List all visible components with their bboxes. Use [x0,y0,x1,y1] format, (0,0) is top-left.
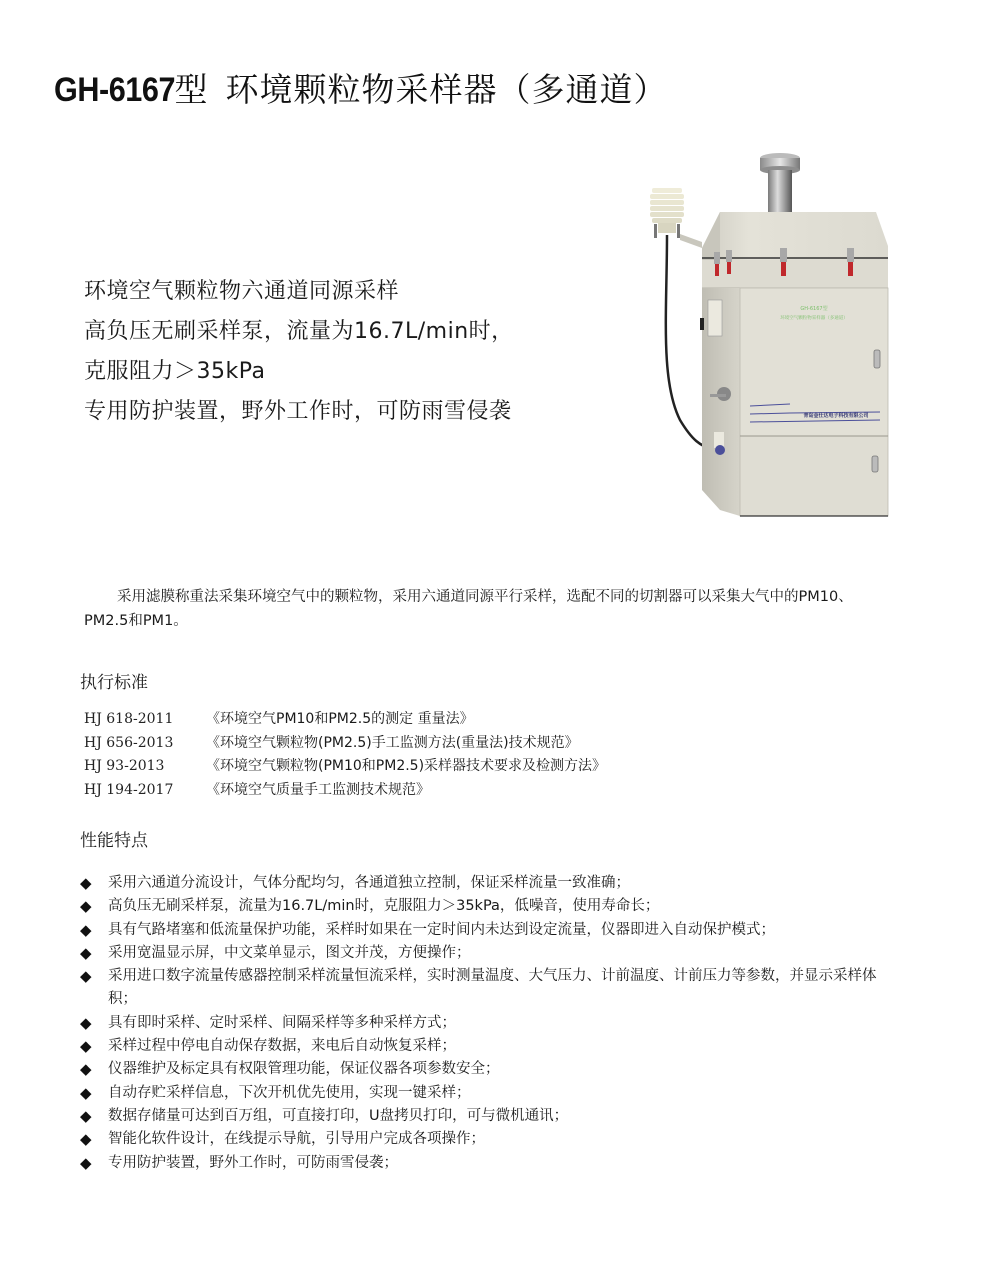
diamond-bullet-icon: ◆ [80,874,92,892]
feature-item: ◆ 采样过程中停电自动保存数据，来电后自动恢复采样； [80,1035,900,1058]
feature-item: ◆ 智能化软件设计，在线提示导航，引导用户完成各项操作； [80,1128,900,1151]
standard-code: HJ 656-2013 [84,734,174,751]
feature-item: ◆ 数据存储量可达到百万组，可直接打印，U盘拷贝打印，可与微机通讯； [80,1105,900,1128]
standard-code: HJ 194-2017 [84,781,174,798]
diamond-bullet-icon: ◆ [80,943,92,962]
page-title [54,68,667,112]
diamond-bullet-icon: ◆ [80,1013,92,1032]
sampler-illustration-icon [640,150,900,530]
diamond-bullet-icon: ◆ [80,1106,92,1125]
feature-item: ◆ 专用防护装置，野外工作时，可防雨雪侵袭； [80,1152,900,1175]
standards-heading: 执行标准 [80,673,148,693]
standard-code: HJ 618-2011 [84,711,174,727]
svg-text:GH-6167型: GH-6167型 [800,306,828,312]
feature-item: ◆ 具有气路堵塞和低流量保护功能，采样时如果在一定时间内未达到设定流量，仪器即进入自动保护模式； [80,919,900,942]
model-number: GH-6167 [54,71,176,109]
radiation-shield [650,188,702,248]
product-image [640,150,900,530]
highlight-line: 克服阻力＞35kPa [84,359,266,384]
model-suffix: 型 [174,70,208,109]
diamond-bullet-icon: ◆ [80,1130,92,1149]
standards-list [84,708,606,802]
diamond-bullet-icon: ◆ [80,1037,92,1056]
feature-item: ◆ 自动存贮采样信息，下次开机优先使用，实现一键采样； [80,1082,900,1105]
highlight-line: 环境空气颗粒物六通道同源采样 [84,279,400,304]
standard-row [84,708,606,732]
feature-item: ◆ 采用宽温显示屏，中文菜单显示，图文并茂，方便操作； [80,942,900,965]
feature-item: ◆ 采用六通道分流设计，气体分配均匀，各通道独立控制，保证采样流量一致准确； [80,872,900,895]
feature-item: ◆ 采用进口数字流量传感器控制采样流量恒流采样，实时测量温度、大气压力、计前温度、计前压力等参数，并显示采样体积； [80,967,877,1008]
highlight-line: 高负压无刷采样泵，流量为16.7L/min时， [84,319,514,344]
diamond-bullet-icon: ◆ [80,1083,92,1102]
features-heading: 性能特点 [80,831,148,851]
standard-row [84,779,606,803]
standard-name: 《环境空气颗粒物(PM10和PM2.5)采样器技术要求及检测方法》 [206,758,607,774]
svg-text:青岛金仕达电子科技有限公司: 青岛金仕达电子科技有限公司 [803,413,869,419]
standard-name: 《环境空气颗粒物(PM2.5)手工监测方法(重量法)技术规范》 [206,734,579,751]
standard-code: HJ 93-2013 [84,758,165,774]
product-name: 环境颗粒物采样器（多通道） [225,70,668,109]
diamond-bullet-icon: ◆ [80,1153,92,1172]
diamond-bullet-icon: ◆ [80,920,92,939]
highlight-line: 专用防护装置，野外工作时，可防雨雪侵袭 [84,399,512,424]
standard-name: 《环境空气PM10和PM2.5的测定 重量法》 [206,711,474,727]
svg-text:环境空气颗粒物采样器（多通道）: 环境空气颗粒物采样器（多通道） [780,316,848,321]
standard-name: 《环境空气质量手工监测技术规范》 [206,781,430,798]
standard-row [84,732,606,756]
feature-item: ◆ 具有即时采样、定时采样、间隔采样等多种采样方式； [80,1012,900,1035]
diamond-bullet-icon: ◆ [80,897,92,916]
standard-row [84,755,606,779]
highlights-block [84,272,514,432]
intro-paragraph: 采用滤膜称重法采集环境空气中的颗粒物，采用六通道同源平行采样，选配不同的切割器可以采集大气中的PM10、PM2.5和PM1。 [84,589,853,629]
features-list [80,872,900,1175]
feature-item: ◆ 高负压无刷采样泵，流量为16.7L/min时，克服阻力＞35kPa，低噪音，使用寿命长； [80,895,900,918]
diamond-bullet-icon: ◆ [80,967,92,986]
feature-item: ◆ 仪器维护及标定具有权限管理功能，保证仪器各项参数安全； [80,1058,900,1081]
diamond-bullet-icon: ◆ [80,1060,92,1079]
